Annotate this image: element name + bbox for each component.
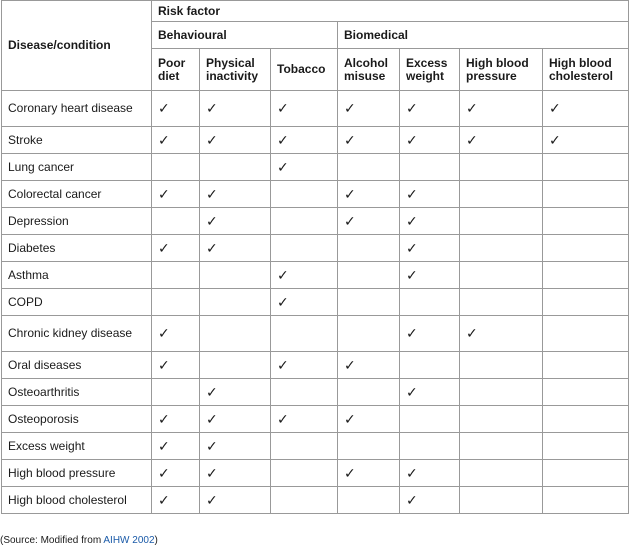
condition-label: Oral diseases [2, 352, 152, 379]
check-mark-cell: ✓ [460, 127, 543, 154]
column-header: Excess weight [400, 49, 460, 91]
empty-cell [200, 289, 271, 316]
column-header: Tobacco [271, 49, 338, 91]
empty-cell [460, 460, 543, 487]
empty-cell [200, 154, 271, 181]
check-mark-cell: ✓ [338, 91, 400, 127]
check-mark-cell: ✓ [400, 316, 460, 352]
empty-cell [400, 154, 460, 181]
table-row [2, 433, 629, 460]
check-mark-cell: ✓ [400, 235, 460, 262]
empty-cell [543, 379, 629, 406]
check-mark-cell: ✓ [400, 379, 460, 406]
header-risk-factor: Risk factor [152, 1, 629, 22]
check-mark-cell: ✓ [460, 316, 543, 352]
empty-cell [338, 262, 400, 289]
column-header: Alcohol misuse [338, 49, 400, 91]
condition-label: Excess weight [2, 433, 152, 460]
table-row [2, 181, 629, 208]
empty-cell [200, 316, 271, 352]
column-header: Physical inactivity [200, 49, 271, 91]
check-mark-cell: ✓ [338, 181, 400, 208]
empty-cell [200, 262, 271, 289]
condition-label: Diabetes [2, 235, 152, 262]
source-prefix: (Source: Modified from [0, 535, 104, 546]
empty-cell [271, 433, 338, 460]
empty-cell [460, 433, 543, 460]
check-mark-cell: ✓ [200, 208, 271, 235]
empty-cell [338, 487, 400, 514]
empty-cell [400, 406, 460, 433]
check-mark-cell: ✓ [152, 235, 200, 262]
source-caption [0, 535, 158, 547]
empty-cell [460, 379, 543, 406]
empty-cell [271, 181, 338, 208]
check-mark-cell: ✓ [543, 127, 629, 154]
check-mark-cell: ✓ [200, 460, 271, 487]
empty-cell [271, 235, 338, 262]
empty-cell [271, 487, 338, 514]
empty-cell [460, 289, 543, 316]
check-mark-cell: ✓ [271, 91, 338, 127]
empty-cell [543, 154, 629, 181]
column-header: High blood cholesterol [543, 49, 629, 91]
table-row [2, 208, 629, 235]
empty-cell [338, 235, 400, 262]
condition-label: Stroke [2, 127, 152, 154]
condition-label: Osteoporosis [2, 406, 152, 433]
condition-label: Depression [2, 208, 152, 235]
empty-cell [460, 406, 543, 433]
condition-label: High blood cholesterol [2, 487, 152, 514]
check-mark-cell: ✓ [400, 181, 460, 208]
empty-cell [543, 208, 629, 235]
empty-cell [271, 316, 338, 352]
empty-cell [543, 433, 629, 460]
empty-cell [543, 262, 629, 289]
empty-cell [543, 460, 629, 487]
empty-cell [543, 352, 629, 379]
check-mark-cell: ✓ [200, 433, 271, 460]
table-row [2, 154, 629, 181]
check-mark-cell: ✓ [152, 91, 200, 127]
empty-cell [200, 352, 271, 379]
empty-cell [152, 154, 200, 181]
condition-label: COPD [2, 289, 152, 316]
condition-label: Chronic kidney disease [2, 316, 152, 352]
header-disease-condition: Disease/condition [2, 1, 152, 91]
check-mark-cell: ✓ [152, 181, 200, 208]
check-mark-cell: ✓ [152, 460, 200, 487]
header-biomedical: Biomedical [338, 22, 629, 49]
check-mark-cell: ✓ [200, 91, 271, 127]
empty-cell [338, 379, 400, 406]
check-mark-cell: ✓ [271, 127, 338, 154]
check-mark-cell: ✓ [338, 460, 400, 487]
check-mark-cell: ✓ [338, 127, 400, 154]
table-row [2, 379, 629, 406]
check-mark-cell: ✓ [271, 352, 338, 379]
check-mark-cell: ✓ [200, 379, 271, 406]
check-mark-cell: ✓ [152, 433, 200, 460]
empty-cell [152, 379, 200, 406]
check-mark-cell: ✓ [400, 208, 460, 235]
empty-cell [400, 433, 460, 460]
empty-cell [460, 154, 543, 181]
table-row [2, 487, 629, 514]
table-row [2, 460, 629, 487]
empty-cell [460, 181, 543, 208]
check-mark-cell: ✓ [200, 487, 271, 514]
table-row [2, 91, 629, 127]
empty-cell [152, 262, 200, 289]
condition-label: Colorectal cancer [2, 181, 152, 208]
check-mark-cell: ✓ [152, 406, 200, 433]
check-mark-cell: ✓ [400, 460, 460, 487]
check-mark-cell: ✓ [338, 352, 400, 379]
empty-cell [338, 154, 400, 181]
empty-cell [460, 208, 543, 235]
empty-cell [460, 235, 543, 262]
check-mark-cell: ✓ [200, 235, 271, 262]
check-mark-cell: ✓ [543, 91, 629, 127]
check-mark-cell: ✓ [460, 91, 543, 127]
table-row [2, 316, 629, 352]
empty-cell [460, 262, 543, 289]
risk-factor-table [1, 0, 629, 514]
check-mark-cell: ✓ [200, 406, 271, 433]
table-row [2, 127, 629, 154]
empty-cell [152, 289, 200, 316]
empty-cell [543, 235, 629, 262]
check-mark-cell: ✓ [152, 127, 200, 154]
empty-cell [543, 406, 629, 433]
empty-cell [400, 352, 460, 379]
empty-cell [152, 208, 200, 235]
header-behavioural: Behavioural [152, 22, 338, 49]
check-mark-cell: ✓ [152, 316, 200, 352]
check-mark-cell: ✓ [400, 262, 460, 289]
table-row [2, 352, 629, 379]
check-mark-cell: ✓ [200, 127, 271, 154]
empty-cell [271, 460, 338, 487]
table-row [2, 406, 629, 433]
condition-label: Coronary heart disease [2, 91, 152, 127]
source-link[interactable]: AIHW 2002 [103, 535, 155, 546]
check-mark-cell: ✓ [271, 262, 338, 289]
check-mark-cell: ✓ [200, 181, 271, 208]
check-mark-cell: ✓ [271, 289, 338, 316]
empty-cell [460, 352, 543, 379]
empty-cell [543, 289, 629, 316]
check-mark-cell: ✓ [400, 127, 460, 154]
check-mark-cell: ✓ [400, 91, 460, 127]
table-row [2, 235, 629, 262]
table-row [2, 262, 629, 289]
check-mark-cell: ✓ [271, 154, 338, 181]
column-header: High blood pressure [460, 49, 543, 91]
condition-label: Osteoarthritis [2, 379, 152, 406]
check-mark-cell: ✓ [338, 406, 400, 433]
check-mark-cell: ✓ [400, 487, 460, 514]
check-mark-cell: ✓ [152, 487, 200, 514]
condition-label: Lung cancer [2, 154, 152, 181]
condition-label: High blood pressure [2, 460, 152, 487]
empty-cell [543, 181, 629, 208]
empty-cell [460, 487, 543, 514]
check-mark-cell: ✓ [271, 406, 338, 433]
empty-cell [400, 289, 460, 316]
source-suffix: ) [154, 535, 158, 546]
check-mark-cell: ✓ [338, 208, 400, 235]
table-row [2, 289, 629, 316]
empty-cell [271, 208, 338, 235]
empty-cell [271, 379, 338, 406]
empty-cell [543, 487, 629, 514]
column-header: Poor diet [152, 49, 200, 91]
condition-label: Asthma [2, 262, 152, 289]
empty-cell [338, 433, 400, 460]
empty-cell [338, 289, 400, 316]
empty-cell [338, 316, 400, 352]
empty-cell [543, 316, 629, 352]
check-mark-cell: ✓ [152, 352, 200, 379]
